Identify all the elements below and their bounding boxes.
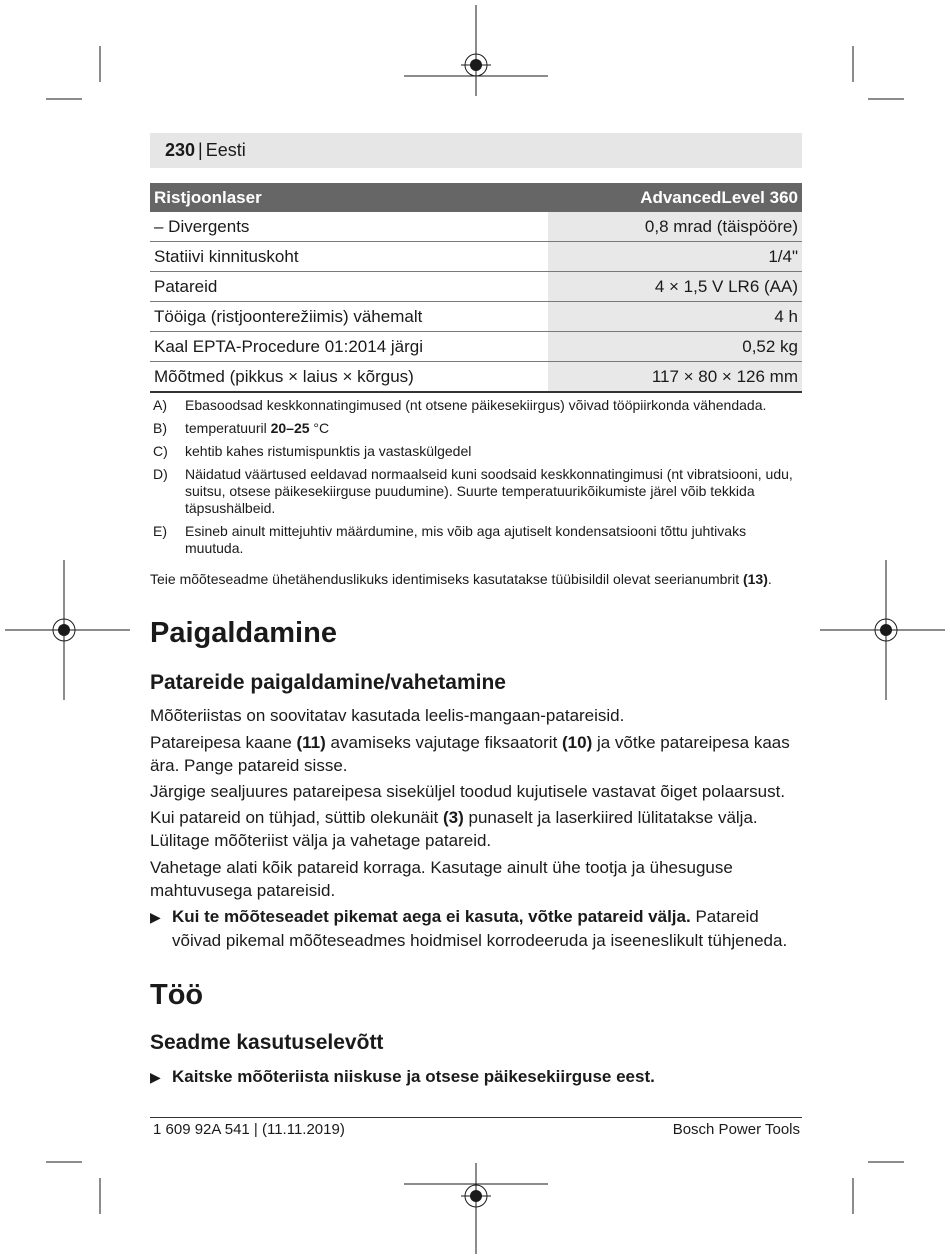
row-label: Tööiga (ristjoonterežiimis) vähemalt [150, 302, 548, 332]
registration-mark-bottom [461, 1181, 491, 1211]
table-row [150, 332, 802, 362]
footnote-text: Näidatud väärtused eeldavad normaalseid kuni soodsaid keskkonnatingimusi (nt vibratsiooni, udu, suitsu, otsese päikesekiirguse puudumine). Suurte temperatuurikõikumiste järel võib tekkida täpsushälbeid. [185, 466, 793, 516]
footnote-key: A) [153, 397, 167, 413]
row-value: 117 × 80 × 126 mm [548, 362, 802, 393]
row-label: Kaal EPTA-Procedure 01:2014 järgi [150, 332, 548, 362]
text-run: Patareipesa kaane [150, 733, 297, 752]
footnote [150, 397, 802, 414]
row-label: Mõõtmed (pikkus × laius × kõrgus) [150, 362, 548, 393]
warning-text [172, 905, 802, 953]
registration-mark-right [871, 615, 901, 645]
text-run: Kui patareid on tühjad, süttib olekunäit [150, 808, 443, 827]
footnote-key: E) [153, 523, 167, 539]
paragraph: Mõõteriistas on soovitatav kasutada leelis-mangaan-patareisid. [150, 706, 625, 725]
footer-doc-number: 1 609 92A 541 | (11.11.2019) [153, 1121, 345, 1138]
footnote-text: kehtib kahes ristumispunktis ja vastaskülgedel [185, 443, 472, 459]
footer-divider [150, 1117, 802, 1118]
footnote-key: B) [153, 420, 167, 436]
serial-ref: (13) [742, 571, 768, 587]
serial-end: . [767, 571, 772, 587]
footnote-bold: 20–25 [270, 420, 310, 436]
footnote [150, 466, 802, 517]
specs-header-right: AdvancedLevel 360 [548, 183, 802, 212]
row-value: 0,52 kg [548, 332, 802, 362]
arrow-right-icon: ▶ [150, 909, 161, 925]
warning-text: Kaitske mõõteriista niiskuse ja otsese päikesekiirguse eest. [172, 1067, 655, 1086]
row-label: Patareid [150, 272, 548, 302]
table-row [150, 302, 802, 332]
arrow-right-icon: ▶ [150, 1069, 161, 1085]
serial-text: Teie mõõteseadme ühetähenduslikuks identimiseks kasutatakse tüübisildil olevat seerianumbrit [150, 571, 743, 587]
specs-header-left: Ristjoonlaser [150, 183, 548, 212]
specs-table-header [150, 183, 802, 212]
text-run: punaselt ja laserkiired lülitatakse välja. Lülitage mõõteriist välja ja vahetage patareid. [150, 808, 758, 850]
row-value: 4 × 1,5 V LR6 (AA) [548, 272, 802, 302]
paragraph: Järgige sealjuures patareipesa siseküljel toodud kujutisele vastavat õiget polaarsust. [150, 782, 786, 801]
page-header [150, 133, 802, 168]
text-run: ja võtke patareipesa kaas ära. Pange patareid sisse. [150, 733, 790, 775]
text-run: avamiseks vajutage fiksaatorit [325, 733, 563, 752]
serial-number-note [150, 571, 810, 587]
table-row [150, 272, 802, 302]
header-separator: | [198, 140, 203, 160]
table-row [150, 362, 802, 393]
registration-mark-left [49, 615, 79, 645]
paragraph [150, 806, 802, 852]
footnote-text [185, 420, 802, 437]
footnote [150, 523, 802, 557]
footnote-text: Esineb ainult mittejuhtiv määrdumine, mis võib aga ajutiselt kondensatsiooni tõttu juhtivaks muutuda. [185, 523, 747, 556]
footnote-key: C) [153, 443, 168, 459]
page-number: 230 [165, 140, 196, 160]
footnote-text: Ebasoodsad keskkonnatingimused (nt otsene päikesekiirgus) võivad tööpiirkonda vähendada. [185, 397, 767, 413]
reference-number: (10) [562, 733, 593, 752]
row-label: Statiivi kinnituskoht [150, 242, 548, 272]
row-value: 4 h [548, 302, 802, 332]
footnote-key: D) [153, 466, 168, 482]
footnote [150, 420, 802, 437]
warning-bold: Kui te mõõteseadet pikemat aega ei kasuta, võtke patareid välja. [172, 907, 691, 926]
section-title-operation: Töö [150, 979, 204, 1011]
section-title-installation: Paigaldamine [150, 617, 337, 649]
specs-table [150, 183, 802, 393]
warning-rest: Patareid võivad pikemal mõõteseadmes hoidmisel korrodeeruda ja iseeneslikult tühjeneda. [172, 907, 788, 950]
table-row [150, 212, 802, 242]
footer-brand: Bosch Power Tools [672, 1121, 800, 1138]
reference-number: (3) [442, 808, 464, 827]
header-language: Eesti [205, 140, 246, 160]
paragraph [150, 731, 802, 777]
row-value: 0,8 mrad (täispööre) [548, 212, 802, 242]
subsection-title-batteries: Patareide paigaldamine/vahetamine [150, 671, 506, 694]
paragraph: Vahetage alati kõik patareid korraga. Kasutage ainult ühe tootja ja ühesuguse mahtuvusega patareisid. [150, 858, 733, 900]
footnotes [150, 397, 802, 563]
row-label: – Divergents [150, 212, 548, 242]
footnote-prefix: temperatuuril [185, 420, 271, 436]
table-row [150, 242, 802, 272]
reference-number: (11) [296, 733, 326, 752]
warning-bullet [150, 905, 802, 953]
footnote-suffix: °C [309, 420, 330, 436]
warning-bullet [150, 1065, 802, 1089]
row-value: 1/4" [548, 242, 802, 272]
footnote [150, 443, 802, 460]
subsection-title-startup: Seadme kasutuselevõtt [150, 1031, 384, 1054]
